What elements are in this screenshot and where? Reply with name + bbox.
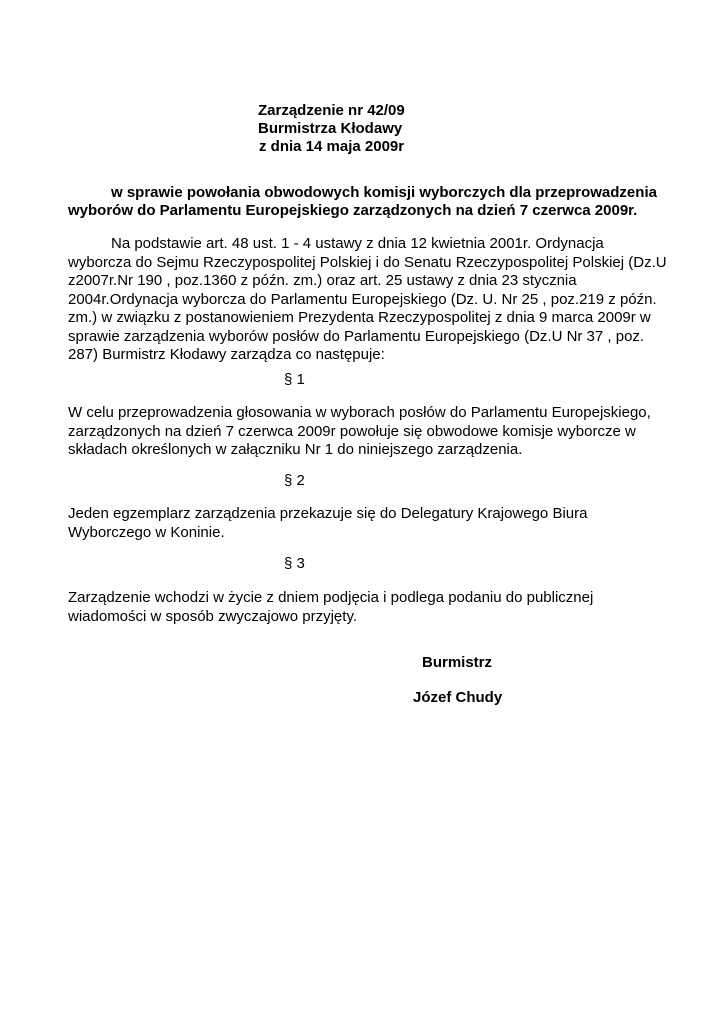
basis-line: 287) Burmistrz Kłodawy zarządza co następuje:	[68, 346, 385, 363]
section-line: składach określonych w załączniku Nr 1 do niniejszego zarządzenia.	[68, 441, 523, 458]
basis-line: wyborcza do Sejmu Rzeczypospolitej Polskiej i do Senatu Rzeczypospolitej Polskiej (Dz.U	[68, 253, 667, 271]
subject-line: w sprawie powołania obwodowych komisji wyborczych dla przeprowadzenia	[111, 184, 657, 201]
basis-line: Na podstawie art. 48 ust. 1 - 4 ustawy z dnia 12 kwietnia 2001r. Ordynacja	[111, 235, 604, 252]
document-subject	[68, 184, 668, 220]
document-header	[258, 102, 405, 156]
basis-line: sprawie zarządzenia wyborów posłów do Parlamentu Europejskiego (Dz.U Nr 37 , poz.	[68, 327, 645, 345]
section-line: Zarządzenie wchodzi w życie z dniem podjęcia i podlega podaniu do publicznej	[68, 589, 594, 606]
section-2-text	[68, 505, 688, 542]
section-mark-1: § 1	[284, 371, 305, 388]
section-line: W celu przeprowadzenia głosowania w wyborach posłów do Parlamentu Europejskiego,	[68, 404, 651, 421]
basis-line: zm.) w związku z postanowieniem Prezydenta Rzeczypospolitej z dnia 9 marca 2009r w	[68, 309, 651, 326]
section-mark-3: § 3	[284, 555, 305, 572]
section-1-text	[68, 404, 688, 460]
section-mark-2: § 2	[284, 472, 305, 489]
header-title: Zarządzenie nr 42/09	[258, 102, 405, 119]
basis-line: 2004r.Ordynacja wyborcza do Parlamentu Europejskiego (Dz. U. Nr 25 , poz.219 z późn.	[68, 290, 657, 308]
section-line: Wyborczego w Koninie.	[68, 523, 225, 541]
section-line: zarządzonych na dzień 7 czerwca 2009r powołuje się obwodowe komisje wyborcze w	[68, 422, 636, 440]
section-line: wiadomości w sposób zwyczajowo przyjęty.	[68, 607, 357, 625]
section-3-text	[68, 589, 688, 626]
subject-line: wyborów do Parlamentu Europejskiego zarządzonych na dzień 7 czerwca 2009r.	[68, 202, 638, 219]
signature-name: Józef Chudy	[413, 689, 503, 706]
header-issuer: Burmistrza Kłodawy	[258, 120, 403, 137]
header-date: z dnia 14 maja 2009r	[259, 138, 405, 155]
section-line: Jeden egzemplarz zarządzenia przekazuje się do Delegatury Krajowego Biura	[68, 505, 588, 522]
signature-title: Burmistrz	[422, 654, 493, 671]
legal-basis-paragraph	[68, 235, 678, 365]
basis-line: z2007r.Nr 190 , poz.1360 z późn. zm.) oraz art. 25 ustawy z dnia 23 stycznia	[68, 272, 577, 289]
